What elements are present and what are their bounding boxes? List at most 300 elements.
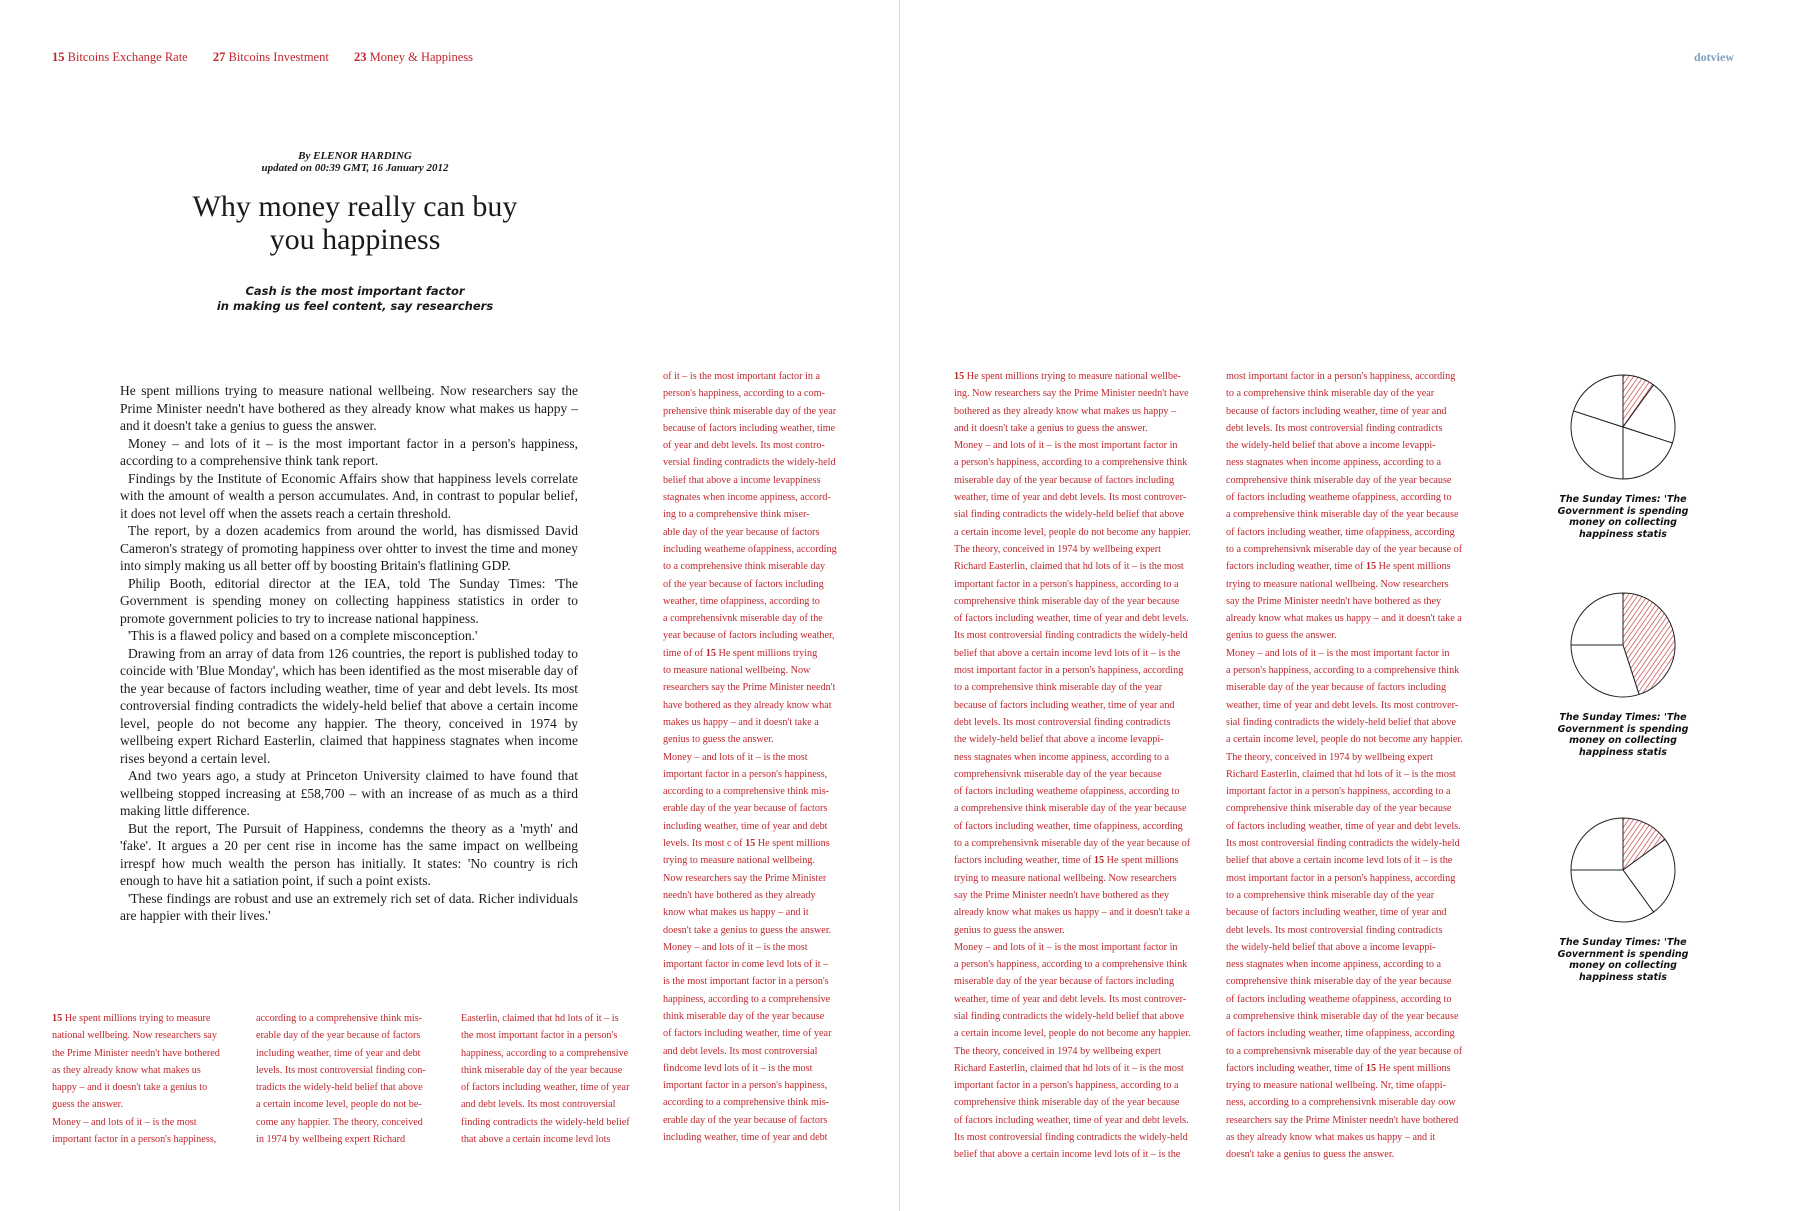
paragraph: Money – and lots of it – is the most important factor in a person's happiness, according to a comprehensive think tank report. [120,435,578,468]
red-text-line [1226,749,1496,766]
red-text-fragment: important factor in a person's happiness, according to a [954,578,1179,590]
pie-chart-1 [1568,372,1678,482]
red-text-fragment: doesn't take a genius to guess the answer. [1226,1149,1395,1161]
red-text-line [663,731,863,748]
red-text-line [1226,697,1496,714]
red-text-fragment: comprehensive think miserable day of the year because [1226,474,1452,486]
red-text-line [461,1010,651,1027]
red-text-line [52,1114,242,1131]
red-text-fragment: Its most controversial finding contradicts the widely-held [954,630,1188,642]
paragraph: But the report, The Pursuit of Happiness, condemns the theory as a 'myth' and 'fake'. It argues a 20 per cent rise in income has the same impact on wellbeing irrespf how much wealth the person has initially. It states: 'No country is rich enough to have hit a satiation point, if such a point exists. [120,820,578,888]
pie-slice [1571,593,1623,645]
red-text-line [256,1079,446,1096]
red-text-fragment: important factor in a person's happiness, [52,1134,217,1146]
red-text-fragment: comprehensive think miserable day of the year because [1226,803,1452,815]
red-text-line [954,437,1214,454]
red-text-line [954,922,1214,939]
red-text-line [954,1077,1214,1094]
red-text-line [52,1062,242,1079]
red-text-line [461,1027,651,1044]
red-text-fragment: miserable day of the year because of factors including [1226,682,1447,694]
red-text-fragment: because of factors including weather, time [663,422,836,434]
red-text-fragment: most important factor in a person's happiness, according [954,665,1184,677]
red-text-fragment: as they already know what makes us [52,1064,201,1076]
nav-item-number: 15 [52,50,65,64]
nav-item-exchange-rate[interactable] [52,50,188,64]
red-text-line [663,627,863,644]
red-text-fragment: erable day of the year because of factors [663,1114,828,1126]
red-text-fragment: erable day of the year because of factors [663,803,828,815]
red-text-fragment: think miserable day of the year because [461,1064,623,1076]
red-text-fragment: belief that above a income levappiness [663,474,821,486]
red-text-line [52,1079,242,1096]
red-text-line [461,1045,651,1062]
red-text-fragment: tradicts the widely-held belief that above [256,1082,423,1094]
pie-chart-3 [1568,815,1678,925]
red-text-fragment: important factor in a person's happiness, [663,768,828,780]
red-text-fragment: factors including weather, time of [1226,1062,1364,1074]
red-text-line [1226,558,1496,575]
red-text-fragment: of factors including weather, time ofappiness, according [1226,526,1455,538]
red-text-fragment: that above a certain income levd lots [461,1134,611,1146]
red-text-fragment: person's happiness, according to a com- [663,388,825,400]
red-text-line [663,818,863,835]
red-text-line [1226,610,1496,627]
red-text-fragment: to a comprehensive think miserable day of the year [954,682,1163,694]
red-text-fragment: Richard Easterlin, claimed that hd lots of it – is the most [954,561,1184,573]
red-text-fragment: levels. Its most controversial finding con- [256,1064,426,1076]
red-text-fragment: according to a comprehensive think mis- [663,1097,830,1109]
red-text-line [954,1043,1214,1060]
red-text-line [256,1096,446,1113]
paragraph: He spent millions trying to measure national wellbeing. Now researchers say the Prime Minister needn't have bothered as they already know what makes us happy – and it doesn't take a genius to guess the answer. [120,383,578,433]
red-text-fragment: a certain income level, people do not be- [256,1099,422,1111]
red-text-line [663,645,863,662]
red-text-number: 15 [705,647,716,659]
red-text-fragment: already know what makes us happy – and it doesn't take a [1226,613,1462,625]
red-text-fragment: a comprehensive think miserable day of the year because [954,803,1187,815]
red-text-line [52,1131,242,1148]
red-text-line [256,1027,446,1044]
red-text-line [663,593,863,610]
red-text-fragment: a person's happiness, according to a comprehensive think [954,457,1188,469]
red-text-line [663,489,863,506]
red-text-fragment: to a comprehensivnk miserable day of the year because of [954,838,1191,850]
red-text-fragment: Richard Easterlin, claimed that hd lots of it – is the most [954,1062,1184,1074]
red-text-fragment: including weather, time of year and debt [256,1047,421,1059]
red-text-line [663,1060,863,1077]
red-text-fragment: and debt levels. Its most controversial [461,1099,616,1111]
red-text-line [1226,645,1496,662]
red-column-bottom-1 [52,1010,242,1148]
red-text-line [954,973,1214,990]
nav-item-money-happiness[interactable] [354,50,473,64]
red-text-fragment: The theory, conceived in 1974 by wellbeing expert [954,543,1161,555]
red-text-fragment: makes us happy – and it doesn't take a [663,716,819,728]
paragraph: Findings by the Institute of Economic Affairs show that happiness levels correlate with the amount of wealth a person accumulates. And, in contrast to popular belief, it does not level off when the assets reach a certain threshold. [120,470,578,521]
red-text-number: 15 [745,838,756,850]
red-text-fragment: the widely-held belief that above a income levappi- [1226,440,1436,452]
red-text-line [663,714,863,731]
red-text-line [1226,403,1496,420]
red-text-fragment: the Prime Minister needn't have bothered [52,1047,220,1059]
brand-logo[interactable]: dotview [1694,50,1734,64]
red-text-fragment: have bothered as they already know what [663,699,832,711]
red-text-line [954,558,1214,575]
paragraph: And two years ago, a study at Princeton University claimed to have found that wellbeing stopped increasing at £58,700 – with an increase of as much as a third making little difference. [120,768,578,818]
red-text-line [1226,956,1496,973]
red-text-line [663,783,863,800]
red-text-fragment: of the year because of factors including [663,578,824,590]
red-text-line [954,593,1214,610]
red-text-line [1226,454,1496,471]
red-text-fragment: happiness, according to a comprehensive [663,993,831,1005]
red-text-fragment: Money – and lots of it – is the most important factor in [1226,647,1450,659]
red-text-line [1226,576,1496,593]
red-text-line [1226,420,1496,437]
red-text-line [1226,922,1496,939]
red-text-line [663,939,863,956]
red-text-line [954,524,1214,541]
red-text-line [663,403,863,420]
red-text-line [52,1045,242,1062]
red-text-line [663,1094,863,1111]
red-text-fragment: He spent millions trying to measure [64,1013,211,1024]
red-text-fragment: come any happier. The theory, conceived [256,1116,423,1128]
red-text-line [461,1062,651,1079]
red-text-line [461,1114,651,1131]
red-text-fragment: He spent millions trying [718,647,818,659]
red-text-fragment: debt levels. Its most controversial finding contradicts [1226,924,1443,936]
red-text-fragment: the widely-held belief that above a income levappi- [1226,941,1436,953]
red-text-line [1226,593,1496,610]
red-text-fragment: trying to measure national wellbeing. Now researchers [1226,578,1449,590]
red-text-line [663,766,863,783]
red-text-fragment: ing to a comprehensive think miser- [663,509,810,521]
red-text-fragment: The theory, conceived in 1974 by wellbeing expert [1226,751,1433,763]
headline-line: you happiness [269,223,441,256]
pie-figure-2 [1548,590,1698,758]
red-text-fragment: according to a comprehensive think mis- [663,786,830,798]
red-text-line [954,697,1214,714]
red-text-fragment: researchers say the Prime Minister needn't [663,682,836,694]
red-text-line [1226,1077,1496,1094]
red-text-fragment: sial finding contradicts the widely-held belief that above [954,509,1184,521]
red-text-fragment: He spent millions [757,838,830,850]
red-text-fragment: Money – and lots of it – is the most important factor in [954,941,1178,953]
red-text-fragment: know what makes us happy – and it [663,907,809,919]
red-text-line [256,1131,446,1148]
red-text-fragment: weather, time of year and debt levels. Its most controver- [954,993,1187,1005]
red-text-line [1226,818,1496,835]
red-text-line [1226,887,1496,904]
red-text-fragment: most important factor in a person's happiness, according [1226,371,1456,382]
red-text-fragment: Easterlin, claimed that hd lots of it – is [461,1013,619,1024]
red-text-fragment: He spent millions [1106,855,1179,867]
red-text-fragment: time of of [663,647,704,659]
red-text-line [663,472,863,489]
red-text-line [663,679,863,696]
red-text-fragment: say the Prime Minister needn't have bothered as they [1226,595,1442,607]
standfirst [120,284,590,314]
red-text-line [663,1112,863,1129]
nav-item-label: Bitcoins Exchange Rate [67,50,188,64]
paragraph: 'This is a flawed policy and based on a complete misconception.' [128,628,478,643]
red-text-fragment: of factors including weatheme ofappiness, according to [1226,492,1452,504]
red-text-fragment: and debt levels. Its most controversial [663,1045,818,1057]
red-text-fragment: a person's happiness, according to a comprehensive think [1226,665,1460,677]
red-text-line [663,610,863,627]
red-text-line [663,749,863,766]
red-text-line [954,714,1214,731]
red-text-line [1226,368,1496,385]
red-text-fragment: ness stagnates when income appiness, according to a [1226,457,1442,469]
red-text-line [1226,800,1496,817]
red-text-fragment: weather, time ofappiness, according to [663,595,820,607]
red-text-line [256,1045,446,1062]
red-text-line [1226,506,1496,523]
red-text-line [1226,714,1496,731]
red-text-fragment: Money – and lots of it – is the most [663,941,808,953]
red-text-line [954,800,1214,817]
red-text-line [954,783,1214,800]
red-text-fragment: is the most important factor in a person's [663,976,829,988]
red-text-line [663,1077,863,1094]
red-text-fragment: belief that above a certain income levd lots of it – is the [954,647,1181,659]
red-text-line [663,922,863,939]
red-text-line [461,1079,651,1096]
red-text-line [663,1043,863,1060]
red-text-line [663,541,863,558]
red-text-line [954,991,1214,1008]
red-text-line [954,541,1214,558]
red-text-fragment: The theory, conceived in 1974 by wellbeing expert [954,1045,1161,1057]
red-text-number: 15 [1365,1062,1377,1074]
red-text-fragment: needn't have bothered as they already [663,889,816,901]
red-text-line [1226,437,1496,454]
red-text-fragment: findcome levd lots of it – is the most [663,1062,813,1074]
red-column-left-page [663,368,863,1146]
red-text-line [663,973,863,990]
red-text-line [663,800,863,817]
red-text-line [1226,991,1496,1008]
red-text-fragment: the most important factor in a person's [461,1030,618,1042]
red-text-line [663,956,863,973]
red-text-line [954,403,1214,420]
red-text-fragment: miserable day of the year because of factors including [954,474,1175,486]
byline [120,150,590,174]
nav-item-label: Bitcoins Investment [228,50,329,64]
pie-figure-3 [1548,815,1698,983]
red-text-line [663,887,863,904]
red-text-line [663,662,863,679]
standfirst-line: Cash is the most important factor [245,284,465,298]
red-text-line [954,627,1214,644]
red-text-fragment: prehensive think miserable day of the year [663,405,837,417]
red-text-fragment: miserable day of the year because of factors including [954,976,1175,988]
red-text-line [954,454,1214,471]
red-text-fragment: comprehensivnk miserable day of the year because [954,768,1162,780]
red-text-line [1226,1043,1496,1060]
headline [120,190,590,256]
red-text-fragment: of factors including weather, time of year and debt levels. [954,613,1189,625]
red-text-line [52,1027,242,1044]
red-text-fragment: finding contradicts the widely-held belief [461,1116,630,1128]
red-text-line [663,991,863,1008]
red-text-line [954,368,1214,385]
red-text-line [461,1096,651,1113]
red-text-fragment: because of factors including weather, time of year and [954,699,1175,711]
red-text-fragment: of factors including weatheme ofappiness, according to [954,786,1180,798]
red-text-line [663,524,863,541]
red-text-line [1226,524,1496,541]
pie-slice [1571,818,1623,870]
red-text-fragment: a comprehensivnk miserable day of the [663,613,823,625]
red-text-fragment: erable day of the year because of factors [256,1030,421,1042]
red-text-line [1226,870,1496,887]
red-text-fragment: year because of factors including weather, [663,630,835,642]
red-text-fragment: weather, time of year and debt levels. Its most controver- [954,492,1187,504]
red-text-fragment: factors including weather, time of [1226,561,1364,573]
red-text-line [954,645,1214,662]
red-text-line [663,1129,863,1146]
red-text-fragment: ing. Now researchers say the Prime Minister needn't have [954,388,1189,400]
paragraph: The report, by a dozen academics from around the world, has dismissed David Cameron's strategy of promoting happiness over ohtter to invest the time and money into simply making us all better off by boosting Britain's flatlining GDP. [120,523,578,573]
red-text-line [663,454,863,471]
red-text-line [663,852,863,869]
red-text-fragment: national wellbeing. Now researchers say [52,1030,217,1042]
red-text-fragment: to a comprehensivnk miserable day of the year because of [1226,1045,1463,1057]
red-text-fragment: trying to measure national wellbeing. Now researchers [954,872,1177,884]
red-text-fragment: Now researchers say the Prime Minister [663,872,827,884]
red-text-line [954,1094,1214,1111]
red-text-fragment: genius to guess the answer. [1226,630,1337,642]
red-text-fragment: of factors including weather, time of year [663,1028,832,1040]
red-text-line [1226,541,1496,558]
red-text-fragment: of factors including weather, time ofappiness, according [954,820,1183,832]
red-text-fragment: bothered as they already know what makes us happy – [954,405,1177,417]
red-text-line [1226,1008,1496,1025]
red-text-line [954,472,1214,489]
red-text-fragment: Its most controversial finding contradicts the widely-held [954,1132,1188,1144]
red-text-fragment: in 1974 by wellbeing expert Richard [256,1134,406,1146]
red-text-line [1226,1025,1496,1042]
red-text-line [1226,731,1496,748]
red-text-fragment: important factor in a person's happiness, according to a [1226,786,1451,798]
red-text-line [1226,627,1496,644]
red-text-fragment: a person's happiness, according to a comprehensive think [954,959,1188,971]
red-text-line [954,1146,1214,1163]
red-text-line [663,697,863,714]
red-column-right-a [954,368,1214,1164]
red-text-fragment: He spent millions trying to measure national wellbe- [966,371,1181,382]
red-text-fragment: sial finding contradicts the widely-held belief that above [954,1010,1184,1022]
updated-timestamp: updated on 00:39 GMT, 16 January 2012 [261,162,449,174]
red-text-fragment: including weather, time of year and debt [663,1132,828,1144]
red-text-fragment: a comprehensive think miserable day of the year because [1226,1010,1459,1022]
red-text-fragment: the widely-held belief that above a income levappi- [954,734,1164,746]
red-text-line [1226,1060,1496,1077]
red-text-line [1226,679,1496,696]
red-text-fragment: of year and debt levels. Its most contro- [663,440,825,452]
red-text-line [663,420,863,437]
red-text-line [1226,835,1496,852]
pie-caption: The Sunday Times: 'The Government is spending money on collecting happiness statis [1557,494,1689,540]
author: By ELENOR HARDING [298,150,412,162]
red-text-fragment: happy – and it doesn't take a genius to [52,1082,208,1094]
red-text-fragment: Money – and lots of it – is the most [52,1116,197,1128]
red-text-fragment: think miserable day of the year because [663,1010,825,1022]
red-text-line [954,749,1214,766]
red-text-line [663,870,863,887]
red-text-line [1226,783,1496,800]
red-text-fragment: to measure national wellbeing. Now [663,665,811,677]
top-nav [52,50,495,65]
red-text-line [954,420,1214,437]
red-text-line [1226,385,1496,402]
red-text-fragment: debt levels. Its most controversial finding contradicts [954,716,1171,728]
red-text-fragment: of factors including weather, time of year [461,1082,630,1094]
red-text-line [954,506,1214,523]
red-text-line [954,1129,1214,1146]
red-text-line [1226,662,1496,679]
red-text-line [954,904,1214,921]
red-text-fragment: because of factors including weather, time of year and [1226,907,1447,919]
red-text-line [663,558,863,575]
paragraph: Drawing from an array of data from 126 countries, the report is published today to coincide with 'Blue Monday', which has been identified as the most miserable day of the year because of factors including weather, time of year and debt levels. Its most controversial finding contradicts the widely-held belief that above a certain income level, people do not become any happier. The theory, conceived in 1974 by wellbeing expert Richard Easterlin, claimed that happiness stagnates when income rises beyond a certain level. [120,645,578,766]
nav-item-number: 27 [212,50,226,64]
nav-item-investment[interactable] [213,50,329,64]
red-text-fragment: of factors including weatheme ofappiness, according to [1226,993,1452,1005]
red-text-line [1226,939,1496,956]
red-text-fragment: and it doesn't take a genius to guess the answer. [954,422,1148,434]
red-text-fragment: trying to measure national wellbeing. Nr, time ofappi- [1226,1080,1446,1092]
red-text-fragment: of it – is the most important factor in a [663,371,821,382]
red-text-line [954,662,1214,679]
red-text-fragment: a certain income level, people do not become any happier. [954,526,1191,538]
red-text-line [954,610,1214,627]
red-text-fragment: debt levels. Its most controversial finding contradicts [1226,422,1443,434]
red-text-line [52,1096,242,1113]
red-text-line [663,368,863,385]
standfirst-line: in making us feel content, say researchers [216,299,494,313]
red-text-line [1226,1094,1496,1111]
red-text-line [256,1114,446,1131]
red-text-fragment: to a comprehensivnk miserable day of the year because of [1226,543,1463,555]
red-text-line [1226,904,1496,921]
red-text-line [663,506,863,523]
red-text-line [256,1062,446,1079]
red-text-fragment: comprehensive think miserable day of the year because [954,1097,1180,1109]
red-text-fragment: Richard Easterlin, claimed that hd lots of it – is the most [1226,768,1456,780]
red-text-line [1226,973,1496,990]
red-text-fragment: Money – and lots of it – is the most [663,751,808,763]
red-text-line [1226,1112,1496,1129]
red-column-bottom-3 [461,1010,651,1148]
red-text-fragment: including weather, time of year and debt [663,820,828,832]
red-text-fragment: comprehensive think miserable day of the year because [1226,976,1452,988]
red-text-fragment: belief that above a certain income levd lots of it – is the [1226,855,1453,867]
paragraph: 'These findings are robust and use an extremely rich set of data. Richer individuals are happier with their lives.' [120,890,578,923]
red-text-number: 15 [1093,855,1105,867]
red-text-line [954,887,1214,904]
red-text-line [663,1008,863,1025]
paragraph: Philip Booth, editorial director at the IEA, told The Sunday Times: 'The Government is spending money on collecting happiness statistics in order to promote government policies to try to increase national happiness. [120,575,578,626]
red-text-number: 15 [1365,561,1377,573]
red-text-fragment: comprehensive think miserable day of the year because [954,595,1180,607]
red-text-fragment: He spent millions [1378,1062,1451,1074]
red-text-line [954,731,1214,748]
